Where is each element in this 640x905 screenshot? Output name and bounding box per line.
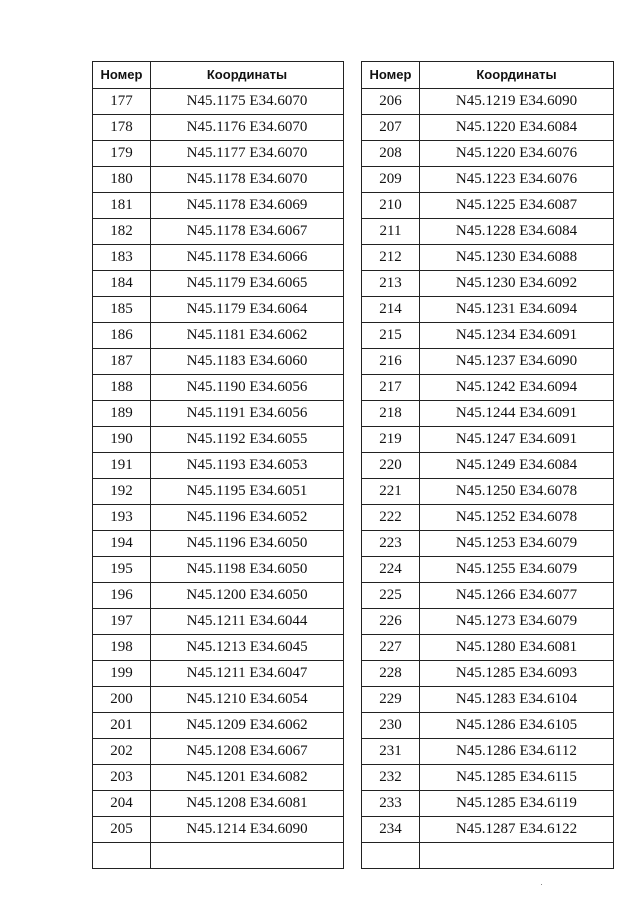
row-coordinates: N45.1273 E34.6079 <box>420 609 614 635</box>
row-coordinates: N45.1220 E34.6084 <box>420 115 614 141</box>
row-number: 195 <box>93 557 151 583</box>
table-row <box>93 141 344 167</box>
row-number: 224 <box>362 557 420 583</box>
coordinates-table-left <box>92 61 344 869</box>
row-number: 179 <box>93 141 151 167</box>
table-row <box>362 193 614 219</box>
table-row <box>362 713 614 739</box>
row-number: 189 <box>93 401 151 427</box>
table-row <box>362 739 614 765</box>
row-coordinates: N45.1178 E34.6066 <box>151 245 344 271</box>
row-number: 183 <box>93 245 151 271</box>
row-coordinates: N45.1214 E34.6090 <box>151 817 344 843</box>
table-row <box>93 271 344 297</box>
row-number: 230 <box>362 713 420 739</box>
table-row <box>362 791 614 817</box>
row-number: 219 <box>362 427 420 453</box>
table-row <box>93 219 344 245</box>
row-number: 218 <box>362 401 420 427</box>
table-row <box>362 401 614 427</box>
row-coordinates: N45.1208 E34.6081 <box>151 791 344 817</box>
table-row <box>93 505 344 531</box>
table-row <box>93 791 344 817</box>
table-row <box>93 297 344 323</box>
row-coordinates: N45.1228 E34.6084 <box>420 219 614 245</box>
row-coordinates: N45.1210 E34.6054 <box>151 687 344 713</box>
table-row <box>93 323 344 349</box>
row-coordinates: N45.1196 E34.6050 <box>151 531 344 557</box>
row-number: 221 <box>362 479 420 505</box>
table-row <box>93 115 344 141</box>
table-row <box>362 141 614 167</box>
table-row <box>362 817 614 843</box>
row-number: 213 <box>362 271 420 297</box>
row-coordinates: N45.1242 E34.6094 <box>420 375 614 401</box>
table-row <box>362 583 614 609</box>
row-coordinates: N45.1255 E34.6079 <box>420 557 614 583</box>
row-number: 212 <box>362 245 420 271</box>
row-coordinates: N45.1225 E34.6087 <box>420 193 614 219</box>
row-number: 222 <box>362 505 420 531</box>
row-number: 193 <box>93 505 151 531</box>
row-number: 229 <box>362 687 420 713</box>
table-row <box>362 167 614 193</box>
empty-cell <box>93 843 151 869</box>
table-row <box>93 817 344 843</box>
row-coordinates: N45.1219 E34.6090 <box>420 89 614 115</box>
empty-cell <box>362 843 420 869</box>
row-coordinates: N45.1234 E34.6091 <box>420 323 614 349</box>
table-row <box>93 661 344 687</box>
table-row <box>93 193 344 219</box>
row-number: 206 <box>362 89 420 115</box>
row-number: 215 <box>362 323 420 349</box>
header-row <box>93 62 344 89</box>
table-row <box>93 245 344 271</box>
row-coordinates: N45.1252 E34.6078 <box>420 505 614 531</box>
row-coordinates: N45.1175 E34.6070 <box>151 89 344 115</box>
table-row <box>362 479 614 505</box>
row-coordinates: N45.1287 E34.6122 <box>420 817 614 843</box>
row-coordinates: N45.1285 E34.6093 <box>420 661 614 687</box>
table-row <box>93 89 344 115</box>
row-number: 187 <box>93 349 151 375</box>
row-number: 203 <box>93 765 151 791</box>
row-number: 191 <box>93 453 151 479</box>
row-number: 196 <box>93 583 151 609</box>
table-row <box>362 765 614 791</box>
table-row <box>93 401 344 427</box>
table-row <box>362 375 614 401</box>
table-row <box>362 323 614 349</box>
table-row <box>362 453 614 479</box>
row-coordinates: N45.1191 E34.6056 <box>151 401 344 427</box>
table-row <box>93 167 344 193</box>
row-coordinates: N45.1244 E34.6091 <box>420 401 614 427</box>
row-coordinates: N45.1285 E34.6115 <box>420 765 614 791</box>
row-coordinates: N45.1211 E34.6044 <box>151 609 344 635</box>
row-number: 225 <box>362 583 420 609</box>
row-coordinates: N45.1266 E34.6077 <box>420 583 614 609</box>
header-row <box>362 62 614 89</box>
row-coordinates: N45.1195 E34.6051 <box>151 479 344 505</box>
row-coordinates: N45.1286 E34.6105 <box>420 713 614 739</box>
table-row <box>362 609 614 635</box>
row-number: 201 <box>93 713 151 739</box>
row-number: 227 <box>362 635 420 661</box>
table-row <box>362 271 614 297</box>
row-number: 223 <box>362 531 420 557</box>
row-coordinates: N45.1283 E34.6104 <box>420 687 614 713</box>
row-coordinates: N45.1181 E34.6062 <box>151 323 344 349</box>
table-row <box>362 115 614 141</box>
row-number: 205 <box>93 817 151 843</box>
table-row <box>93 427 344 453</box>
table-row <box>93 557 344 583</box>
row-number: 231 <box>362 739 420 765</box>
row-number: 202 <box>93 739 151 765</box>
row-number: 216 <box>362 349 420 375</box>
table-row <box>93 739 344 765</box>
row-number: 177 <box>93 89 151 115</box>
row-coordinates: N45.1237 E34.6090 <box>420 349 614 375</box>
table-row <box>93 583 344 609</box>
empty-row <box>362 843 614 869</box>
row-number: 198 <box>93 635 151 661</box>
table-row <box>93 713 344 739</box>
table-row <box>93 531 344 557</box>
row-number: 209 <box>362 167 420 193</box>
coordinates-header: Координаты <box>151 62 344 89</box>
row-coordinates: N45.1192 E34.6055 <box>151 427 344 453</box>
row-coordinates: N45.1280 E34.6081 <box>420 635 614 661</box>
scan-speck <box>541 884 542 885</box>
row-number: 232 <box>362 765 420 791</box>
table-row <box>362 297 614 323</box>
row-coordinates: N45.1178 E34.6067 <box>151 219 344 245</box>
table-row <box>362 505 614 531</box>
empty-row <box>93 843 344 869</box>
row-number: 186 <box>93 323 151 349</box>
row-number: 178 <box>93 115 151 141</box>
row-number: 182 <box>93 219 151 245</box>
row-coordinates: N45.1178 E34.6069 <box>151 193 344 219</box>
table-row <box>93 687 344 713</box>
row-coordinates: N45.1253 E34.6079 <box>420 531 614 557</box>
row-coordinates: N45.1209 E34.6062 <box>151 713 344 739</box>
row-number: 234 <box>362 817 420 843</box>
row-number: 184 <box>93 271 151 297</box>
row-coordinates: N45.1249 E34.6084 <box>420 453 614 479</box>
row-number: 220 <box>362 453 420 479</box>
row-coordinates: N45.1196 E34.6052 <box>151 505 344 531</box>
row-coordinates: N45.1198 E34.6050 <box>151 557 344 583</box>
row-number: 194 <box>93 531 151 557</box>
right-table-body <box>362 89 614 869</box>
table-row <box>362 89 614 115</box>
table-row <box>362 531 614 557</box>
left-table-body <box>93 89 344 869</box>
row-coordinates: N45.1213 E34.6045 <box>151 635 344 661</box>
row-coordinates: N45.1231 E34.6094 <box>420 297 614 323</box>
row-number: 233 <box>362 791 420 817</box>
row-number: 185 <box>93 297 151 323</box>
row-coordinates: N45.1183 E34.6060 <box>151 349 344 375</box>
coordinates-table-right <box>361 61 614 869</box>
table-row <box>93 453 344 479</box>
table-row <box>93 635 344 661</box>
row-number: 204 <box>93 791 151 817</box>
row-coordinates: N45.1286 E34.6112 <box>420 739 614 765</box>
coordinates-header: Координаты <box>420 62 614 89</box>
row-number: 207 <box>362 115 420 141</box>
row-number: 228 <box>362 661 420 687</box>
row-number: 200 <box>93 687 151 713</box>
row-coordinates: N45.1201 E34.6082 <box>151 765 344 791</box>
row-number: 188 <box>93 375 151 401</box>
row-number: 180 <box>93 167 151 193</box>
table-row <box>93 479 344 505</box>
table-row <box>93 765 344 791</box>
row-coordinates: N45.1223 E34.6076 <box>420 167 614 193</box>
row-number: 192 <box>93 479 151 505</box>
row-coordinates: N45.1220 E34.6076 <box>420 141 614 167</box>
row-coordinates: N45.1247 E34.6091 <box>420 427 614 453</box>
row-coordinates: N45.1208 E34.6067 <box>151 739 344 765</box>
row-coordinates: N45.1250 E34.6078 <box>420 479 614 505</box>
table-row <box>362 349 614 375</box>
table-row <box>362 219 614 245</box>
row-coordinates: N45.1176 E34.6070 <box>151 115 344 141</box>
table-row <box>362 687 614 713</box>
row-coordinates: N45.1211 E34.6047 <box>151 661 344 687</box>
table-row <box>362 635 614 661</box>
row-coordinates: N45.1193 E34.6053 <box>151 453 344 479</box>
row-coordinates: N45.1200 E34.6050 <box>151 583 344 609</box>
table-row <box>362 245 614 271</box>
row-number: 199 <box>93 661 151 687</box>
row-coordinates: N45.1190 E34.6056 <box>151 375 344 401</box>
row-number: 211 <box>362 219 420 245</box>
row-number: 226 <box>362 609 420 635</box>
empty-cell <box>151 843 344 869</box>
row-number: 181 <box>93 193 151 219</box>
row-number: 197 <box>93 609 151 635</box>
row-coordinates: N45.1230 E34.6092 <box>420 271 614 297</box>
row-coordinates: N45.1177 E34.6070 <box>151 141 344 167</box>
table-row <box>93 375 344 401</box>
table-row <box>362 557 614 583</box>
table-row <box>362 661 614 687</box>
row-number: 214 <box>362 297 420 323</box>
row-coordinates: N45.1285 E34.6119 <box>420 791 614 817</box>
row-coordinates: N45.1230 E34.6088 <box>420 245 614 271</box>
number-header: Номер <box>93 62 151 89</box>
table-row <box>93 609 344 635</box>
row-number: 208 <box>362 141 420 167</box>
row-number: 190 <box>93 427 151 453</box>
row-coordinates: N45.1179 E34.6065 <box>151 271 344 297</box>
table-row <box>93 349 344 375</box>
row-number: 217 <box>362 375 420 401</box>
row-number: 210 <box>362 193 420 219</box>
row-coordinates: N45.1179 E34.6064 <box>151 297 344 323</box>
table-row <box>362 427 614 453</box>
empty-cell <box>420 843 614 869</box>
number-header: Номер <box>362 62 420 89</box>
row-coordinates: N45.1178 E34.6070 <box>151 167 344 193</box>
